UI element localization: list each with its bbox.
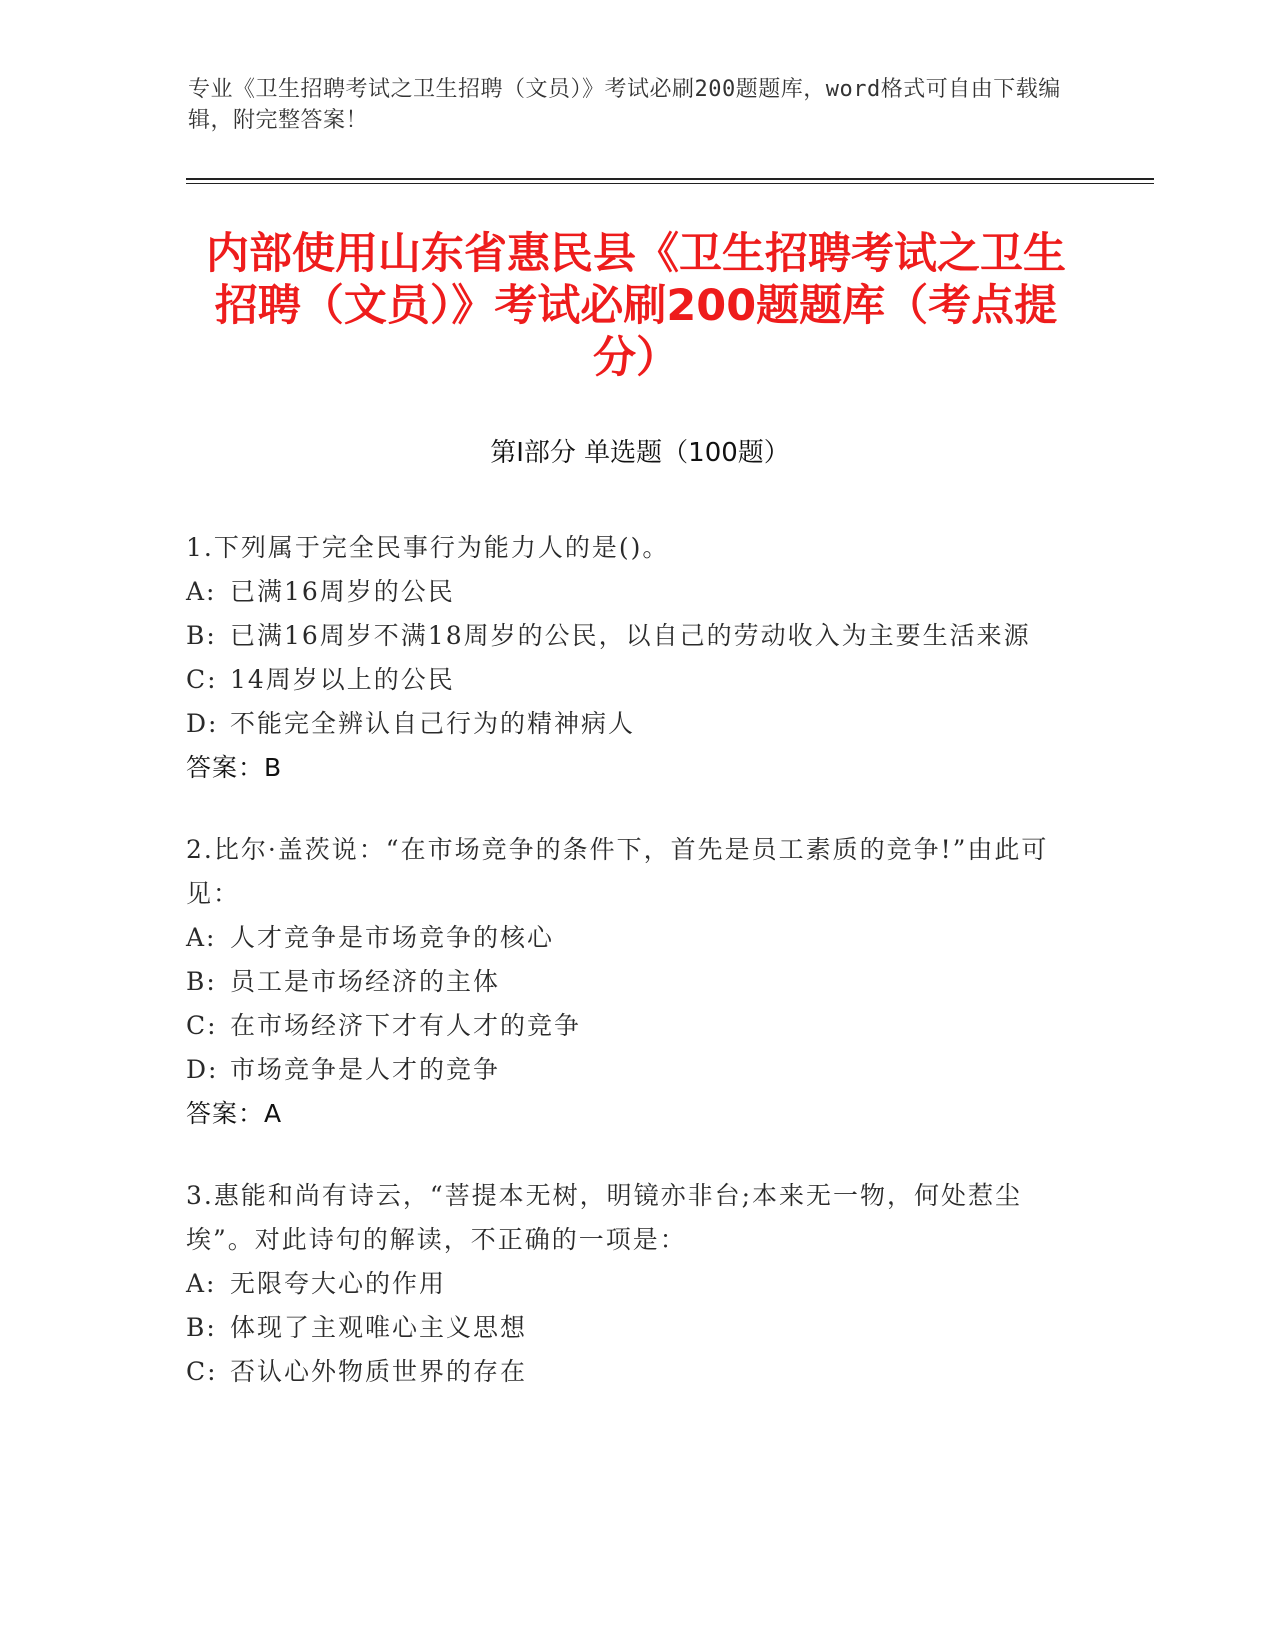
question-stem: 1.下列属于完全民事行为能力人的是()。 <box>186 533 670 562</box>
option-text: 在市场经济下才有人才的竞争 <box>230 1011 582 1040</box>
option-text: 无限夸大心的作用 <box>230 1269 447 1298</box>
option-c <box>186 1004 1066 1048</box>
option-text: 市场竞争是人才的竞争 <box>230 1055 501 1084</box>
question-stem: 3.惠能和尚有诗云，“菩提本无树，明镜亦非台;本来无一物，何处惹尘埃”。对此诗句的解读，不正确的一项是： <box>186 1181 1023 1254</box>
question-2 <box>186 828 1066 1136</box>
option-key: A: <box>186 577 217 606</box>
question-stem: 2.比尔·盖茨说：“在市场竞争的条件下，首先是员工素质的竞争!”由此可见： <box>186 835 1049 908</box>
answer-line: 答案：B <box>186 753 283 782</box>
header-note: 专业《卫生招聘考试之卫生招聘（文员）》考试必刷200题题库，word格式可自由下载编辑，附完整答案！ <box>188 77 1061 133</box>
option-key: D: <box>186 709 219 738</box>
question-1 <box>186 526 1066 790</box>
answer-line: 答案：A <box>186 1099 283 1128</box>
option-key: B: <box>186 621 217 650</box>
option-b <box>186 614 1066 658</box>
option-key: D: <box>186 1055 219 1084</box>
option-text: 体现了主观唯心主义思想 <box>230 1313 528 1342</box>
option-key: C: <box>186 1357 218 1386</box>
header-rule-thin <box>186 183 1154 184</box>
option-b <box>186 1306 1066 1350</box>
question-list <box>186 526 1066 1432</box>
option-b <box>186 960 1066 1004</box>
option-key: B: <box>186 1313 217 1342</box>
option-c <box>186 658 1066 702</box>
option-d <box>186 702 1066 746</box>
option-text: 已满16周岁的公民 <box>230 577 455 606</box>
option-text: 员工是市场经济的主体 <box>230 967 501 996</box>
question-3 <box>186 1174 1066 1394</box>
option-a <box>186 916 1066 960</box>
option-text: 否认心外物质世界的存在 <box>230 1357 528 1386</box>
option-a <box>186 570 1066 614</box>
option-a <box>186 1262 1066 1306</box>
option-c <box>186 1350 1066 1394</box>
option-text: 已满16周岁不满18周岁的公民，以自己的劳动收入为主要生活来源 <box>230 621 1031 650</box>
option-key: C: <box>186 1011 218 1040</box>
option-key: C: <box>186 665 218 694</box>
option-text: 14周岁以上的公民 <box>230 665 455 694</box>
option-text: 不能完全辨认自己行为的精神病人 <box>230 709 636 738</box>
option-d <box>186 1048 1066 1092</box>
option-key: A: <box>186 923 217 952</box>
option-key: A: <box>186 1269 217 1298</box>
option-key: B: <box>186 967 217 996</box>
document-title: 内部使用山东省惠民县《卫生招聘考试之卫生招聘（文员）》考试必刷200题题库（考点提分） <box>206 229 1066 383</box>
option-text: 人才竞争是市场竞争的核心 <box>230 923 555 952</box>
section-heading: 第I部分 单选题（100题） <box>490 438 790 468</box>
header-rule-thick <box>186 178 1154 180</box>
